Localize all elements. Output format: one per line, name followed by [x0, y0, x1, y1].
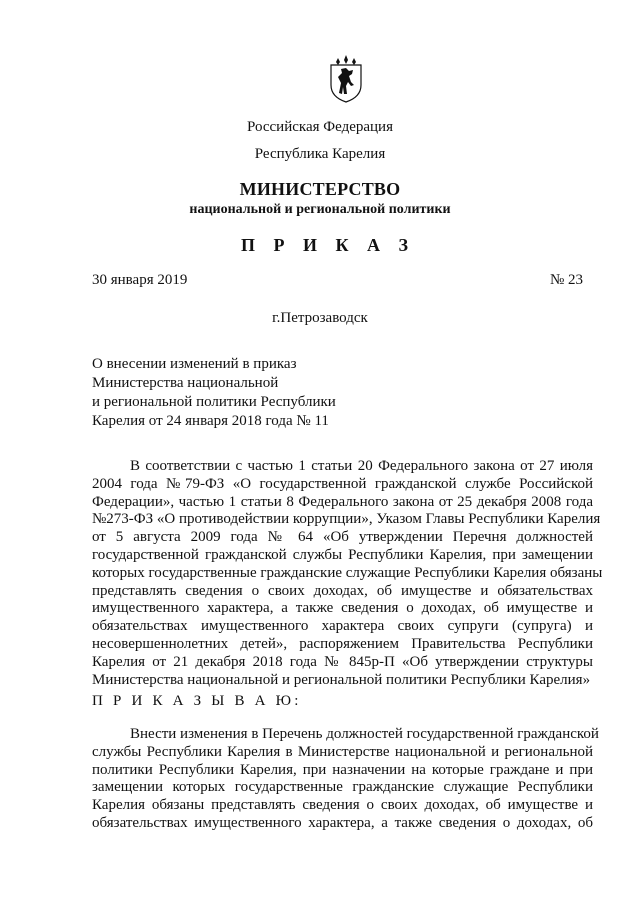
city: г.Петрозаводск — [272, 310, 368, 326]
text-line: обязательствах имущественного характера своих супруги (супруга) и — [92, 618, 593, 635]
text-line: замещении которых государственные гражданские служащие Республики — [92, 779, 593, 796]
text-line: представлять сведения о своих доходах, об имуществе и обязательствах — [92, 582, 593, 599]
text-line: В соответствии с частью 1 статьи 20 Федерального закона от 27 июля — [130, 458, 593, 474]
republic-name: Республика Карелия — [254, 146, 386, 162]
order-date: 30 января 2019 — [92, 272, 188, 288]
text-line: обязательствах имущественного характера, а также сведения о доходах, об — [92, 814, 593, 831]
text-line: государственной гражданской службы Республики Карелия, при замещении — [92, 546, 593, 563]
order-number: № 23 — [549, 272, 583, 288]
text-line: службы Республики Карелия в Министерстве национальной и региональной — [92, 743, 593, 760]
text-line: от 5 августа 2009 года № 64 «Об утверждении Перечня должностей — [92, 529, 593, 546]
subject-line: Министерства национальной — [92, 375, 279, 391]
country-name: Российская Федерация — [247, 119, 393, 135]
preamble-paragraph — [92, 458, 603, 689]
text-line: Министерства национальной и региональной политики Республики Карелия» — [92, 671, 591, 688]
subject-line: О внесении изменений в приказ — [92, 356, 297, 372]
text-line: 2004 года №79-ФЗ «О государственной гражданской службе Российской — [92, 475, 593, 492]
subject-line: и региональной политики Республики — [92, 394, 336, 410]
order-word: П Р И К А З Ы В А Ю: — [92, 693, 302, 709]
text-line: Карелия от 21 декабря 2018 года № 845р-П «Об утверждении структуры — [92, 653, 593, 670]
text-line: Карелия обязаны представлять сведения о своих доходах, об имуществе и — [92, 797, 593, 814]
text-line: которых государственные гражданские служащие Республики Карелия обязаны — [92, 564, 603, 581]
text-line: Федерации», частью 1 статьи 8 Федерального закона от 25 декабря 2008 года — [92, 493, 593, 510]
ministry-subtitle: национальной и региональной политики — [189, 202, 451, 217]
subject-line: Карелия от 24 января 2018 года № 11 — [92, 413, 329, 429]
document-type: П Р И К А З — [240, 235, 416, 255]
text-line: несовершеннолетних детей», распоряжением Правительства Республики — [92, 635, 593, 652]
order-subject — [92, 355, 392, 431]
text-line: №273-ФЗ «О противодействии коррупции», Указом Главы Республики Карелия — [92, 511, 601, 528]
text-line: имущественного характера, а также сведения о доходах, об имуществе и — [92, 600, 593, 617]
text-line: Внести изменения в Перечень должностей государственной гражданской — [130, 726, 599, 742]
text-line: политики Республики Карелия, при назначении на которые граждане и при — [92, 761, 593, 778]
karelia-coat-of-arms-icon — [327, 55, 365, 103]
order-paragraph — [92, 726, 599, 833]
ministry-title: МИНИСТЕРСТВО — [239, 179, 401, 199]
